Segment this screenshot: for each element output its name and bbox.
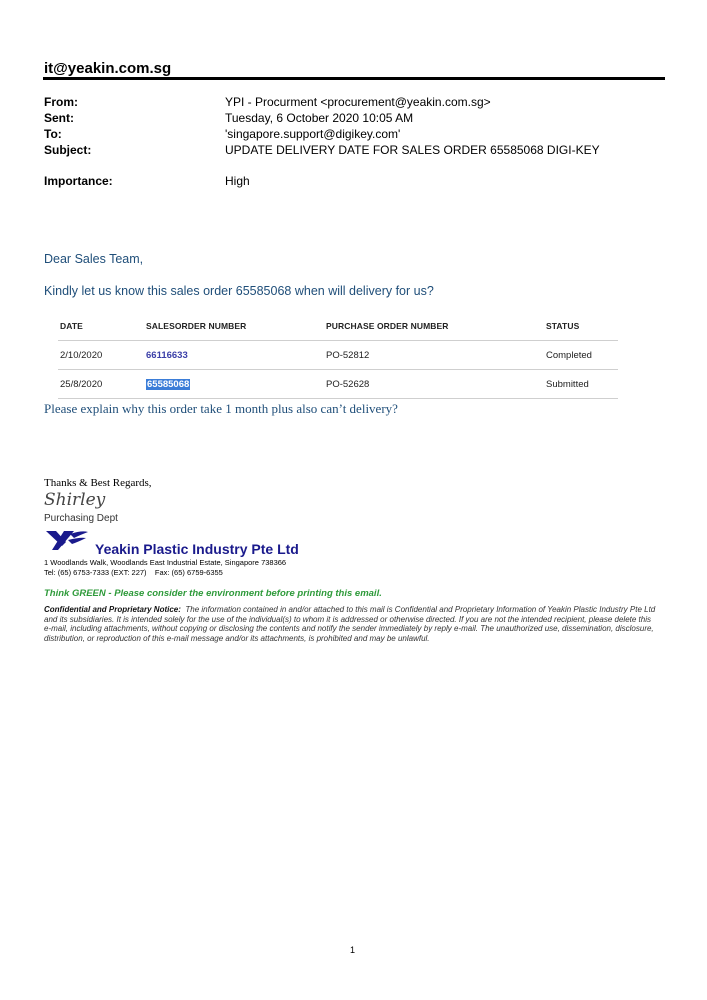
importance-label: Importance: xyxy=(44,174,113,188)
table-row xyxy=(58,341,618,370)
from-value: YPI - Procurment <procurement@yeakin.com.sg> xyxy=(225,95,491,109)
col-date: DATE xyxy=(60,321,83,331)
importance-value: High xyxy=(225,174,250,188)
subject-label: Subject: xyxy=(44,143,92,157)
to-value: 'singapore.support@digikey.com' xyxy=(225,127,401,141)
col-purchase-order: PURCHASE ORDER NUMBER xyxy=(326,321,449,331)
row-date: 2/10/2020 xyxy=(58,341,144,370)
question-line: Please explain why this order take 1 month plus also can’t delivery? xyxy=(44,401,398,416)
sales-order-link-selected[interactable]: 65585068 xyxy=(147,378,190,390)
from-label: From: xyxy=(44,95,78,109)
greeting: Dear Sales Team, xyxy=(44,252,144,266)
closing: Thanks & Best Regards, xyxy=(44,477,152,489)
table-row xyxy=(58,370,618,399)
col-sales-order: SALESORDER NUMBER xyxy=(146,321,247,331)
page-number: 1 xyxy=(350,945,356,955)
row-purchase-order: PO-52628 xyxy=(324,370,544,399)
request-line: Kindly let us know this sales order 65585068 when will delivery for us? xyxy=(44,284,434,298)
sent-label: Sent: xyxy=(44,111,74,125)
col-status: STATUS xyxy=(546,321,580,331)
orders-table xyxy=(58,312,618,399)
row-date: 25/8/2020 xyxy=(58,370,144,399)
subject-value: UPDATE DELIVERY DATE FOR SALES ORDER 65585068 DIGI-KEY xyxy=(225,143,600,157)
company-name: Yeakin Plastic Industry Pte Ltd xyxy=(95,541,299,557)
signature-name: Shirley xyxy=(44,490,106,510)
department: Purchasing Dept xyxy=(44,513,118,524)
sent-value: Tuesday, 6 October 2020 10:05 AM xyxy=(225,111,414,125)
notice-body: The information contained in and/or attached to this mail is Confidential and Proprietary Information of Yeakin Plastic Industry Pte Ltd and its subsidiaries. It is intended solely for the use of the individual(s) to whom it is addressed or otherwise directed. If you are not the intended recipient, please delete this e-mail, including attachments, without copying or disclosing the contents and notify the sender immediately by reply e-mail. The unauthorized use, dissemination, disclosure, distribution, or reproduction of this e-mail message and/or its attachments, is prohibited and may be unlawful. xyxy=(44,605,656,643)
to-label: To: xyxy=(44,127,62,141)
company-logo-icon xyxy=(44,528,90,552)
company-contact: Tel: (65) 6753-7333 (EXT: 227) Fax: (65) 6759-6355 xyxy=(44,568,223,577)
row-purchase-order: PO-52812 xyxy=(324,341,544,370)
table-header-row xyxy=(58,312,618,341)
row-status: Completed xyxy=(544,341,618,370)
row-status: Submitted xyxy=(544,370,618,399)
company-address: 1 Woodlands Walk, Woodlands East Industrial Estate, Singapore 738366 xyxy=(44,558,287,567)
header-rule xyxy=(43,77,665,80)
confidential-notice xyxy=(44,605,656,643)
green-notice: Think GREEN - Please consider the environment before printing this email. xyxy=(44,588,382,599)
notice-title: Confidential and Proprietary Notice: xyxy=(44,605,181,614)
mailbox-account: it@yeakin.com.sg xyxy=(44,60,172,77)
sales-order-link[interactable]: 66116633 xyxy=(146,349,188,361)
